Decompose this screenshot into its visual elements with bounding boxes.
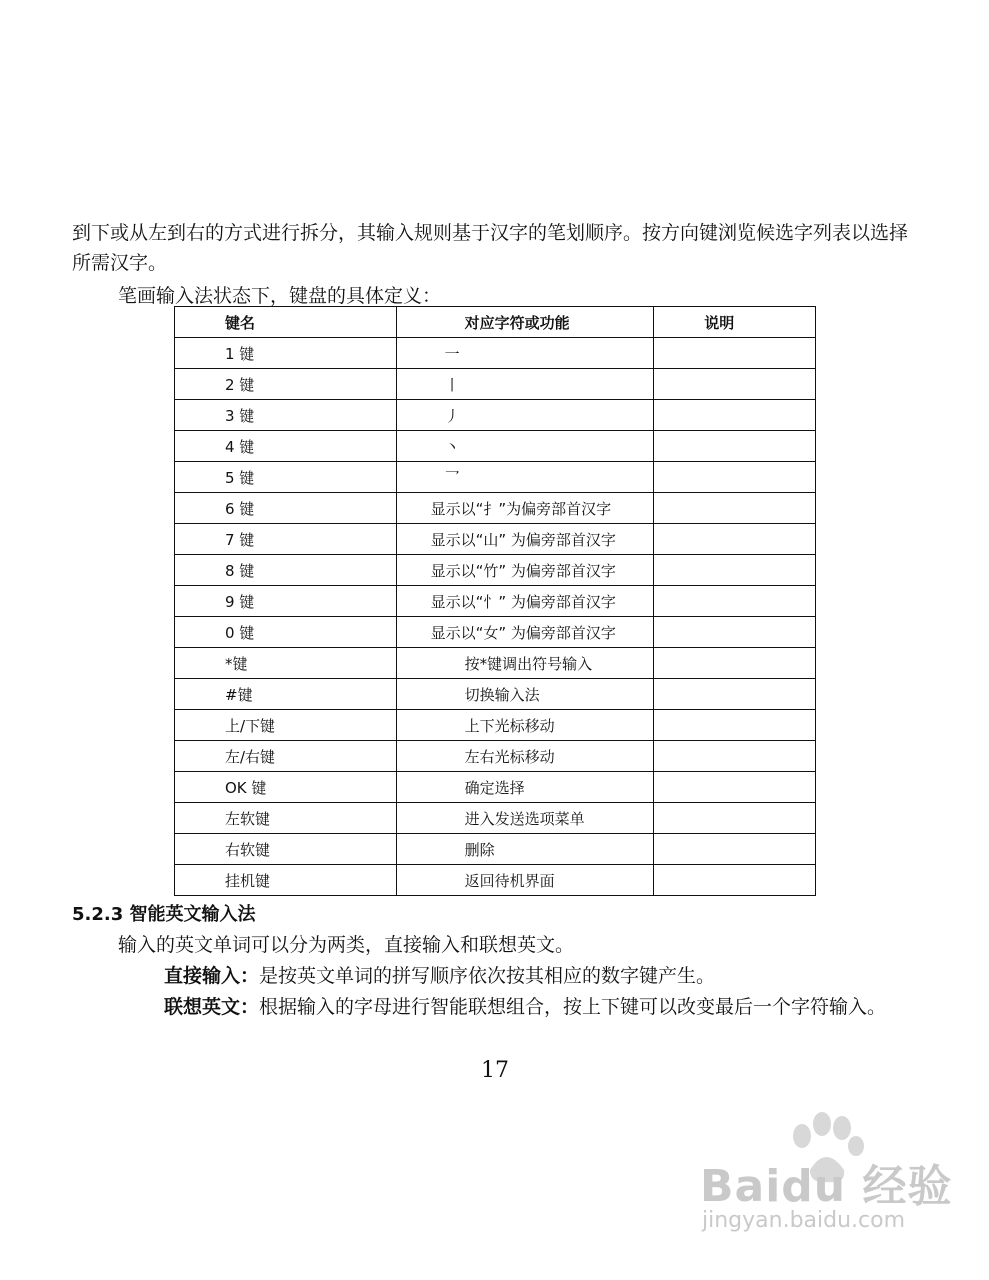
note-cell (654, 772, 816, 803)
key-cell: 左/右键 (175, 741, 397, 772)
table-row (175, 772, 816, 803)
table-row (175, 586, 816, 617)
associative-english-term: 联想英文： (164, 996, 260, 1018)
key-cell: 上/下键 (175, 710, 397, 741)
table-row (175, 338, 816, 369)
function-cell: 显示以“忄” 为偏旁部首汉字 (396, 586, 654, 617)
note-cell (654, 741, 816, 772)
intro-paragraph: 到下或从左到右的方式进行拆分，其输入规则基于汉字的笔划顺序。按方向键浏览候选字列表以选择所需汉字。 (72, 222, 909, 274)
english-input-intro: 输入的英文单词可以分为两类，直接输入和联想英文。 (118, 934, 575, 956)
function-cell: 切换输入法 (396, 679, 654, 710)
function-cell: 显示以“女” 为偏旁部首汉字 (396, 617, 654, 648)
function-cell: 显示以“扌”为偏旁部首汉字 (396, 493, 654, 524)
key-cell: 2 键 (175, 369, 397, 400)
key-cell: 3 键 (175, 400, 397, 431)
table-row (175, 462, 816, 493)
key-cell: OK 键 (175, 772, 397, 803)
page-number: 17 (481, 1058, 509, 1083)
key-cell: 5 键 (175, 462, 397, 493)
key-cell: 1 键 (175, 338, 397, 369)
note-cell (654, 369, 816, 400)
key-cell: #键 (175, 679, 397, 710)
key-cell: *键 (175, 648, 397, 679)
key-cell: 左软键 (175, 803, 397, 834)
function-cell: 丨 (396, 369, 654, 400)
table-row (175, 741, 816, 772)
table-row (175, 648, 816, 679)
table-row (175, 524, 816, 555)
note-cell (654, 462, 816, 493)
associative-english-paragraph (164, 992, 924, 1022)
table-row (175, 679, 816, 710)
function-cell: 乛 (396, 462, 654, 493)
direct-input-text: 是按英文单词的拼写顺序依次按其相应的数字键产生。 (259, 965, 716, 987)
direct-input-term: 直接输入： (164, 965, 260, 987)
table-row (175, 431, 816, 462)
table-row (175, 865, 816, 896)
note-cell (654, 710, 816, 741)
table-row (175, 555, 816, 586)
key-cell: 8 键 (175, 555, 397, 586)
key-cell: 右软键 (175, 834, 397, 865)
function-cell: 显示以“山” 为偏旁部首汉字 (396, 524, 654, 555)
key-cell: 9 键 (175, 586, 397, 617)
key-cell: 4 键 (175, 431, 397, 462)
table-header-row (175, 307, 816, 338)
function-cell: 进入发送选项菜单 (396, 803, 654, 834)
note-cell (654, 338, 816, 369)
key-cell: 6 键 (175, 493, 397, 524)
note-cell (654, 555, 816, 586)
note-cell (654, 493, 816, 524)
function-cell: 返回待机界面 (396, 865, 654, 896)
key-definition-table (174, 306, 816, 896)
table-lead-text: 笔画输入法状态下，键盘的具体定义： (118, 285, 442, 307)
table-row (175, 369, 816, 400)
key-cell: 0 键 (175, 617, 397, 648)
direct-input-paragraph (164, 961, 715, 991)
note-cell (654, 400, 816, 431)
note-cell (654, 617, 816, 648)
header-note: 说明 (654, 307, 816, 338)
baidu-watermark (700, 1120, 960, 1250)
note-cell (654, 648, 816, 679)
watermark-url: jingyan.baidu.com (702, 1208, 906, 1233)
key-cell: 7 键 (175, 524, 397, 555)
function-cell: 丶 (396, 431, 654, 462)
note-cell (654, 431, 816, 462)
header-key-name: 键名 (175, 307, 397, 338)
function-cell: 删除 (396, 834, 654, 865)
function-cell: 左右光标移动 (396, 741, 654, 772)
note-cell (654, 803, 816, 834)
note-cell (654, 679, 816, 710)
function-cell: 显示以“竹” 为偏旁部首汉字 (396, 555, 654, 586)
function-cell: 丿 (396, 400, 654, 431)
note-cell (654, 865, 816, 896)
watermark-logo-text: Baidu 经验 (700, 1161, 953, 1212)
table-row (175, 400, 816, 431)
function-cell: 按*键调出符号输入 (396, 648, 654, 679)
note-cell (654, 586, 816, 617)
function-cell: 一 (396, 338, 654, 369)
table-row (175, 834, 816, 865)
header-function: 对应字符或功能 (396, 307, 654, 338)
table-row (175, 617, 816, 648)
section-heading: 5.2.3 智能英文输入法 (72, 904, 256, 925)
table-row (175, 493, 816, 524)
note-cell (654, 834, 816, 865)
table-row (175, 710, 816, 741)
function-cell: 上下光标移动 (396, 710, 654, 741)
note-cell (654, 524, 816, 555)
key-cell: 挂机键 (175, 865, 397, 896)
function-cell: 确定选择 (396, 772, 654, 803)
table-row (175, 803, 816, 834)
associative-english-text: 根据输入的字母进行智能联想组合，按上下键可以改变最后一个字符输入。 (259, 996, 887, 1018)
